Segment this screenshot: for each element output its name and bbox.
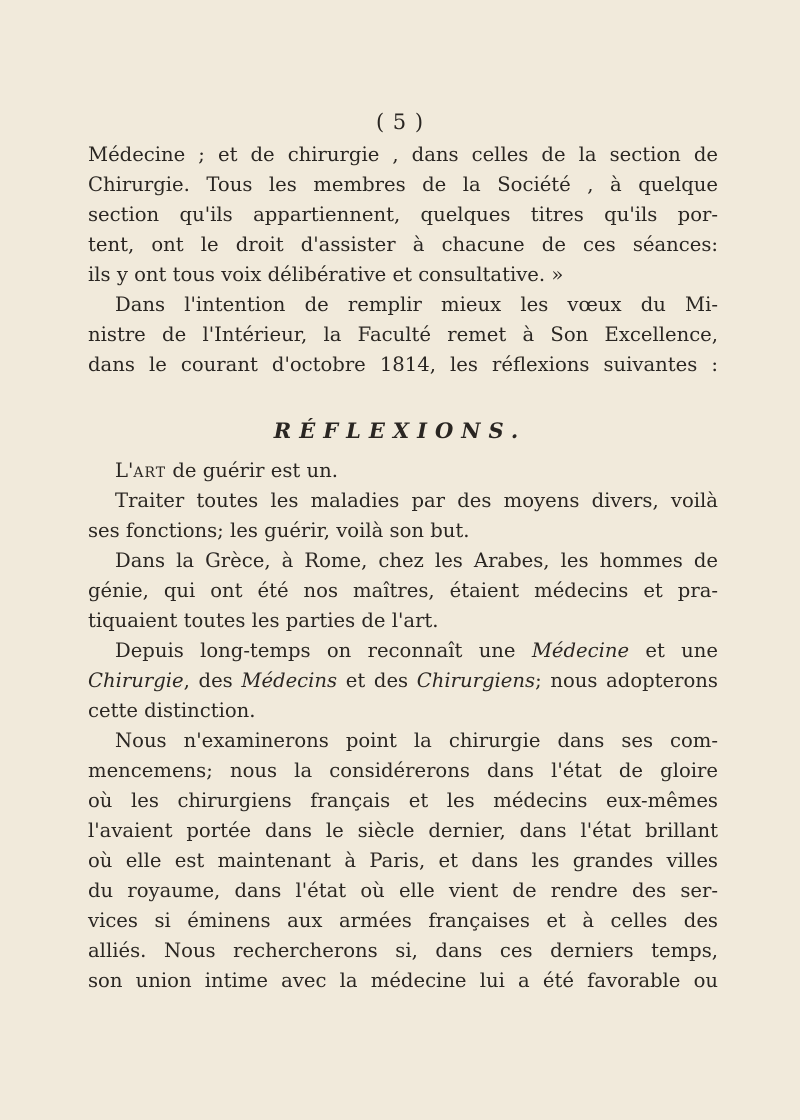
- depuis-italic: Médecine: [531, 639, 630, 662]
- text-line: alliés. Nous rechercherons si, dans ces derniers temps,: [88, 939, 718, 962]
- text-line: Chirurgie. Tous les membres de la Société , à quelque: [88, 173, 718, 196]
- text-line: du royaume, dans l'état où elle vient de rendre des ser-: [88, 879, 718, 902]
- text-line: nistre de l'Intérieur, la Faculté remet à Son Excellence,: [88, 323, 718, 346]
- text-line: cette distinction.: [88, 699, 256, 722]
- text-line-art: [88, 456, 718, 486]
- text-line: l'avaient portée dans le siècle dernier, dans l'état brillant: [88, 819, 718, 842]
- text-line: où elle est maintenant à Paris, et dans les grandes villes: [88, 849, 718, 872]
- text-line-chirurgie: [88, 666, 718, 696]
- text-line: Dans la Grèce, à Rome, chez les Arabes, les hommes de: [115, 549, 718, 572]
- page-number: ( 5 ): [375, 110, 425, 134]
- text-line: Traiter toutes les maladies par des moyens divers, voilà: [115, 489, 718, 512]
- body-text: [88, 140, 718, 380]
- text-line: son union intime avec la médecine lui a été favorable ou: [88, 969, 718, 992]
- body-text-main: [88, 456, 718, 996]
- text-line: tent, ont le droit d'assister à chacune de ces séances:: [88, 233, 718, 256]
- text-line: mencemens; nous la considérerons dans l'état de gloire: [88, 759, 718, 782]
- text-line: section qu'ils appartiennent, quelques titres qu'ils por-: [88, 203, 718, 226]
- chir-italic-2: Médecins: [241, 669, 338, 692]
- text-line: où les chirurgiens français et les médecins eux-mêmes: [88, 789, 718, 812]
- text-line: Médecine ; et de chirurgie , dans celles de la section de: [88, 143, 718, 166]
- text-line: Nous n'examinerons point la chirurgie dans ses com-: [115, 729, 718, 752]
- text-line: dans le courant d'octobre 1814, les réflexions suivantes :: [88, 353, 718, 376]
- text-line: ses fonctions; les guérir, voilà son but.: [88, 519, 470, 542]
- text-line: tiquaient toutes les parties de l'art.: [88, 609, 439, 632]
- art-rest: de guérir est un.: [166, 459, 338, 482]
- text-line-depuis: [88, 636, 718, 666]
- chir-italic: Chirurgie: [88, 669, 184, 692]
- art-first: L': [115, 459, 134, 482]
- chir-a: , des: [183, 669, 242, 692]
- section-heading: RÉFLEXIONS.: [273, 418, 527, 443]
- text-line: génie, qui ont été nos maîtres, étaient médecins et pra-: [88, 579, 718, 602]
- depuis-a: Depuis long-temps on reconnaît une: [115, 639, 532, 662]
- depuis-b: et une: [629, 639, 718, 662]
- chir-b: et des: [337, 669, 417, 692]
- chir-italic-3: Chirurgiens: [416, 669, 536, 692]
- text-line: Dans l'intention de remplir mieux les vœux du Mi-: [115, 293, 718, 316]
- text-line: ils y ont tous voix délibérative et consultative. »: [88, 263, 564, 286]
- chir-c: ; nous adopterons: [535, 669, 718, 692]
- art-smallcaps: art: [133, 459, 167, 482]
- text-line: vices si éminens aux armées françaises et à celles des: [88, 909, 718, 932]
